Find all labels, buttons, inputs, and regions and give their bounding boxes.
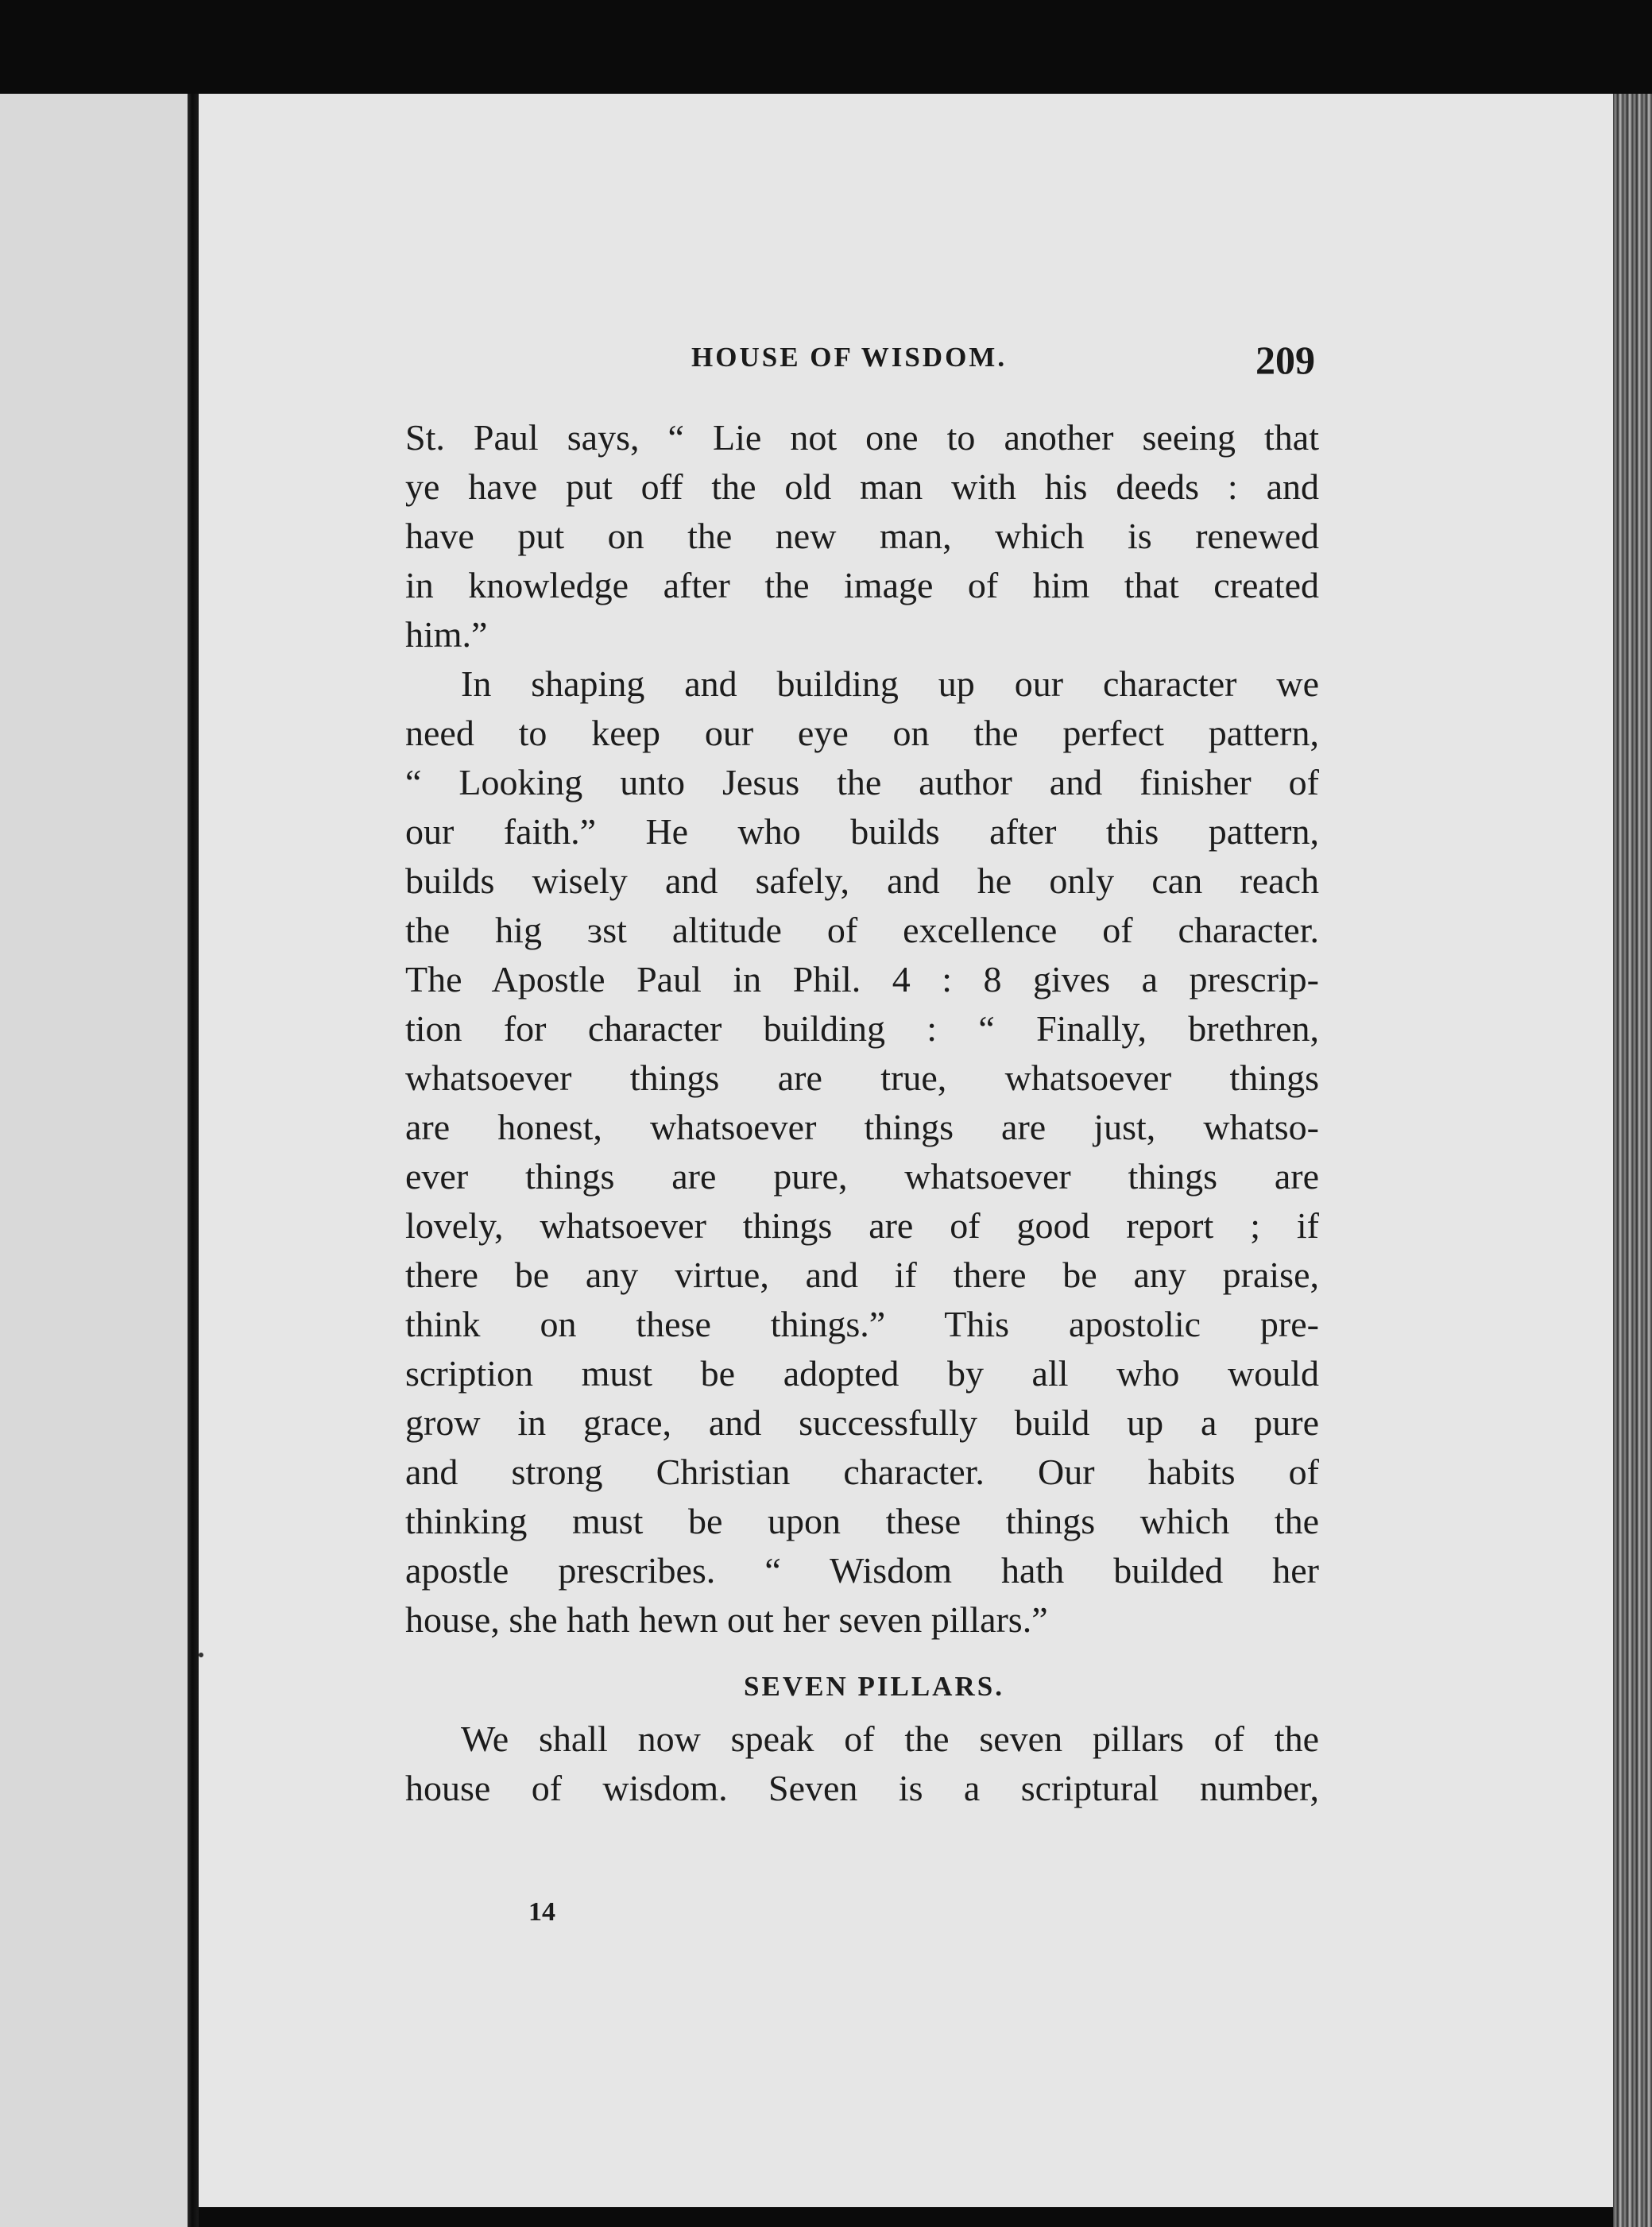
text-line: need to keep our eye on the perfect pattern, [405, 713, 1319, 753]
text-line: there be any virtue, and if there be any praise, [405, 1255, 1319, 1295]
text-line: In shaping and building up our character we [461, 663, 1319, 704]
text-line: think on these things.” This apostolic pre- [405, 1304, 1319, 1344]
text-line: him.” [405, 614, 488, 655]
text-line: tion for character building : “ Finally, brethren, [405, 1008, 1319, 1049]
running-head-title: HOUSE OF WISDOM. [691, 342, 1008, 373]
paragraph-2 [405, 659, 1319, 1645]
body-text [405, 413, 1319, 1813]
text-line: have put on the new man, which is renewed [405, 516, 1319, 556]
text-line: ye have put off the old man with his deeds : and [405, 466, 1319, 507]
text-line: ever things are pure, whatsoever things are [405, 1156, 1319, 1197]
paragraph-1 [405, 413, 1319, 659]
text-line: We shall now speak of the seven pillars of the [461, 1719, 1319, 1759]
text-line: house of wisdom. Seven is a scriptural number, [405, 1768, 1319, 1808]
bottom-border [199, 2207, 1613, 2227]
text-line: The Apostle Paul in Phil. 4 : 8 gives a prescrip- [405, 959, 1319, 999]
margin-speck [199, 1653, 203, 1657]
book-gutter [188, 94, 199, 2227]
text-line: the hig ɜst altitude of excellence of character. [405, 910, 1319, 950]
text-line: are honest, whatsoever things are just, whatso- [405, 1107, 1319, 1147]
text-line: thinking must be upon these things which the [405, 1501, 1319, 1541]
text-line: in knowledge after the image of him that created [405, 565, 1319, 605]
text-line: “ Looking unto Jesus the author and finisher of [405, 762, 1319, 802]
text-line: house, she hath hewn out her seven pillars.” [405, 1599, 1048, 1640]
page-stack-edge [1613, 94, 1652, 2227]
text-line: lovely, whatsoever things are of good report ; if [405, 1205, 1319, 1246]
signature-mark: 14 [528, 1897, 555, 1927]
text-line: St. Paul says, “ Lie not one to another seeing that [405, 417, 1319, 458]
paragraph-3 [405, 1715, 1319, 1813]
text-line: grow in grace, and successfully build up a pure [405, 1402, 1319, 1443]
text-line: builds wisely and safely, and he only can reach [405, 860, 1319, 901]
text-line: scription must be adopted by all who would [405, 1353, 1319, 1394]
section-heading: SEVEN PILLARS. [744, 1671, 1004, 1702]
text-line: apostle prescribes. “ Wisdom hath builded her [405, 1550, 1319, 1591]
left-page-edge [0, 94, 188, 2227]
text-line: whatsoever things are true, whatsoever things [405, 1057, 1319, 1098]
text-line: our faith.” He who builds after this pattern, [405, 811, 1319, 852]
running-head [413, 338, 1315, 389]
page-number: 209 [1255, 338, 1315, 382]
text-line: and strong Christian character. Our habits of [405, 1452, 1319, 1492]
